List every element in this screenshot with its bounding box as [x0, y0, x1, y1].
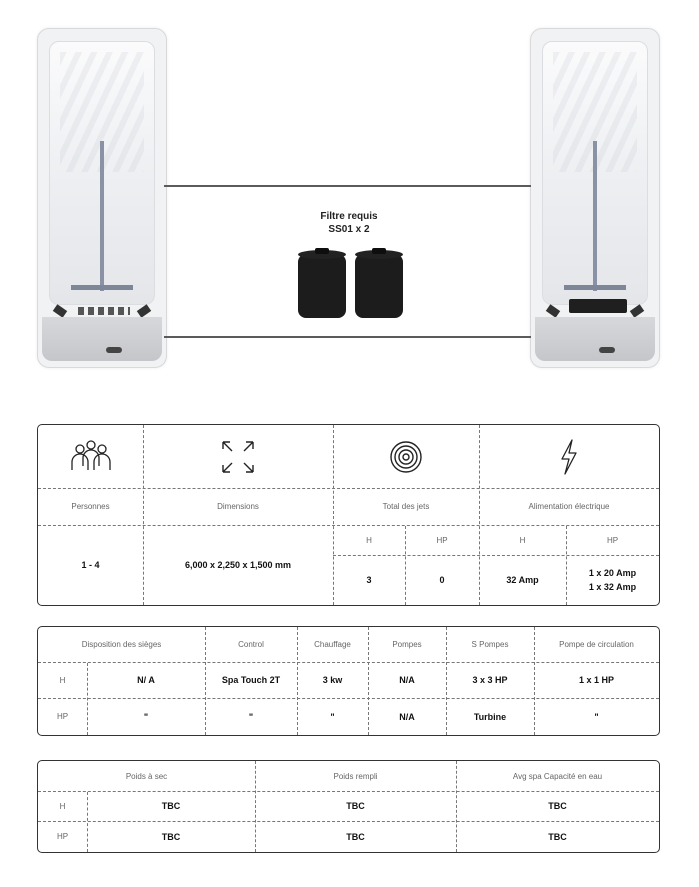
spa-jet — [137, 304, 151, 317]
cell-poids-rempli-h: TBC — [346, 801, 365, 811]
spa-jet — [546, 304, 560, 317]
cell-pompes-h: N/A — [399, 675, 415, 685]
spa-left-top-view — [37, 28, 167, 368]
value-power-hp-line1: 1 x 20 Amp — [588, 568, 637, 578]
header-control: Control — [238, 640, 264, 649]
cell-poids-sec-hp: TBC — [161, 831, 181, 842]
row-label-h: H — [59, 801, 66, 811]
header-poids-sec: Poids à sec — [125, 771, 168, 781]
cell-s-pompes-hp: Turbine — [473, 711, 507, 722]
spa-jet — [53, 304, 67, 317]
filter-cartridge-icon — [298, 254, 346, 318]
value-power-hp-line2: 1 x 32 Amp — [588, 582, 637, 592]
spa-divider — [100, 141, 104, 291]
filter-required-text: Filtre requis — [320, 211, 378, 222]
value-power-h: 32 Amp — [506, 575, 539, 585]
cell-poids-rempli-hp: TBC — [346, 831, 365, 842]
row-label-hp: HP — [56, 712, 69, 721]
spa-logo — [106, 347, 122, 353]
row-label-h: H — [59, 675, 66, 685]
sub-h-jets: H — [366, 535, 372, 545]
header-capacite-eau: Avg spa Capacité en eau — [512, 771, 603, 781]
spa-bar — [564, 285, 626, 290]
spa-control-panel — [78, 307, 130, 315]
connector-line-bottom — [164, 336, 531, 338]
cell-chauffage-hp: " — [330, 711, 335, 722]
cell-disposition-h: N/ A — [137, 675, 155, 685]
cell-s-pompes-h: 3 x 3 HP — [472, 675, 508, 685]
filter-model-text: SS01 x 2 — [328, 224, 370, 235]
header-disposition: Disposition des sièges — [81, 640, 162, 649]
spa-divider — [593, 141, 597, 291]
spa-jet — [630, 304, 644, 317]
header-total-jets: Total des jets — [382, 502, 430, 511]
lightning-icon — [479, 425, 659, 488]
filter-cartridge-icon — [355, 254, 403, 318]
cell-circulation-hp: " — [594, 711, 599, 722]
connector-line-top — [164, 185, 531, 187]
value-jets-h: 3 — [366, 575, 372, 585]
header-chauffage: Chauffage — [314, 640, 351, 649]
value-dimensions: 6,000 x 2,250 x 1,500 mm — [184, 560, 292, 570]
spa-cabinet — [535, 317, 655, 361]
spa-right-top-view — [530, 28, 660, 368]
header-s-pompes: S Pompes — [471, 640, 509, 649]
row-label-hp: HP — [56, 832, 69, 841]
value-jets-hp: 0 — [439, 575, 445, 585]
filter-label — [281, 210, 417, 236]
value-power-hp — [566, 555, 659, 605]
cell-control-h: Spa Touch 2T — [221, 675, 281, 685]
cell-disposition-hp: " — [143, 711, 149, 722]
cell-chauffage-h: 3 kw — [322, 675, 343, 685]
cell-capacite-h: TBC — [548, 801, 567, 811]
header-personnes: Personnes — [71, 502, 110, 511]
header-pompe-circulation: Pompe de circulation — [559, 640, 634, 649]
header-pompes: Pompes — [392, 640, 422, 649]
cell-pompes-hp: N/A — [399, 711, 415, 722]
people-icon — [38, 425, 143, 488]
spa-cabinet — [42, 317, 162, 361]
jets-concentric-icon — [333, 425, 479, 488]
expand-arrows-icon — [143, 425, 333, 488]
sub-h-power: H — [519, 535, 526, 545]
sub-hp-power: HP — [606, 535, 619, 545]
cell-poids-sec-h: TBC — [161, 801, 181, 811]
spa-logo — [599, 347, 615, 353]
header-dimensions: Dimensions — [217, 502, 259, 511]
header-alimentation: Alimentation électrique — [528, 502, 610, 511]
cell-circulation-h: 1 x 1 HP — [578, 675, 615, 685]
cell-capacite-hp: TBC — [548, 831, 567, 842]
spa-bar — [71, 285, 133, 290]
cell-control-hp: " — [248, 711, 254, 722]
value-personnes: 1 - 4 — [81, 560, 100, 570]
spa-control-panel — [569, 299, 627, 313]
header-poids-rempli: Poids rempli — [333, 771, 378, 781]
sub-hp-jets: HP — [436, 535, 448, 545]
